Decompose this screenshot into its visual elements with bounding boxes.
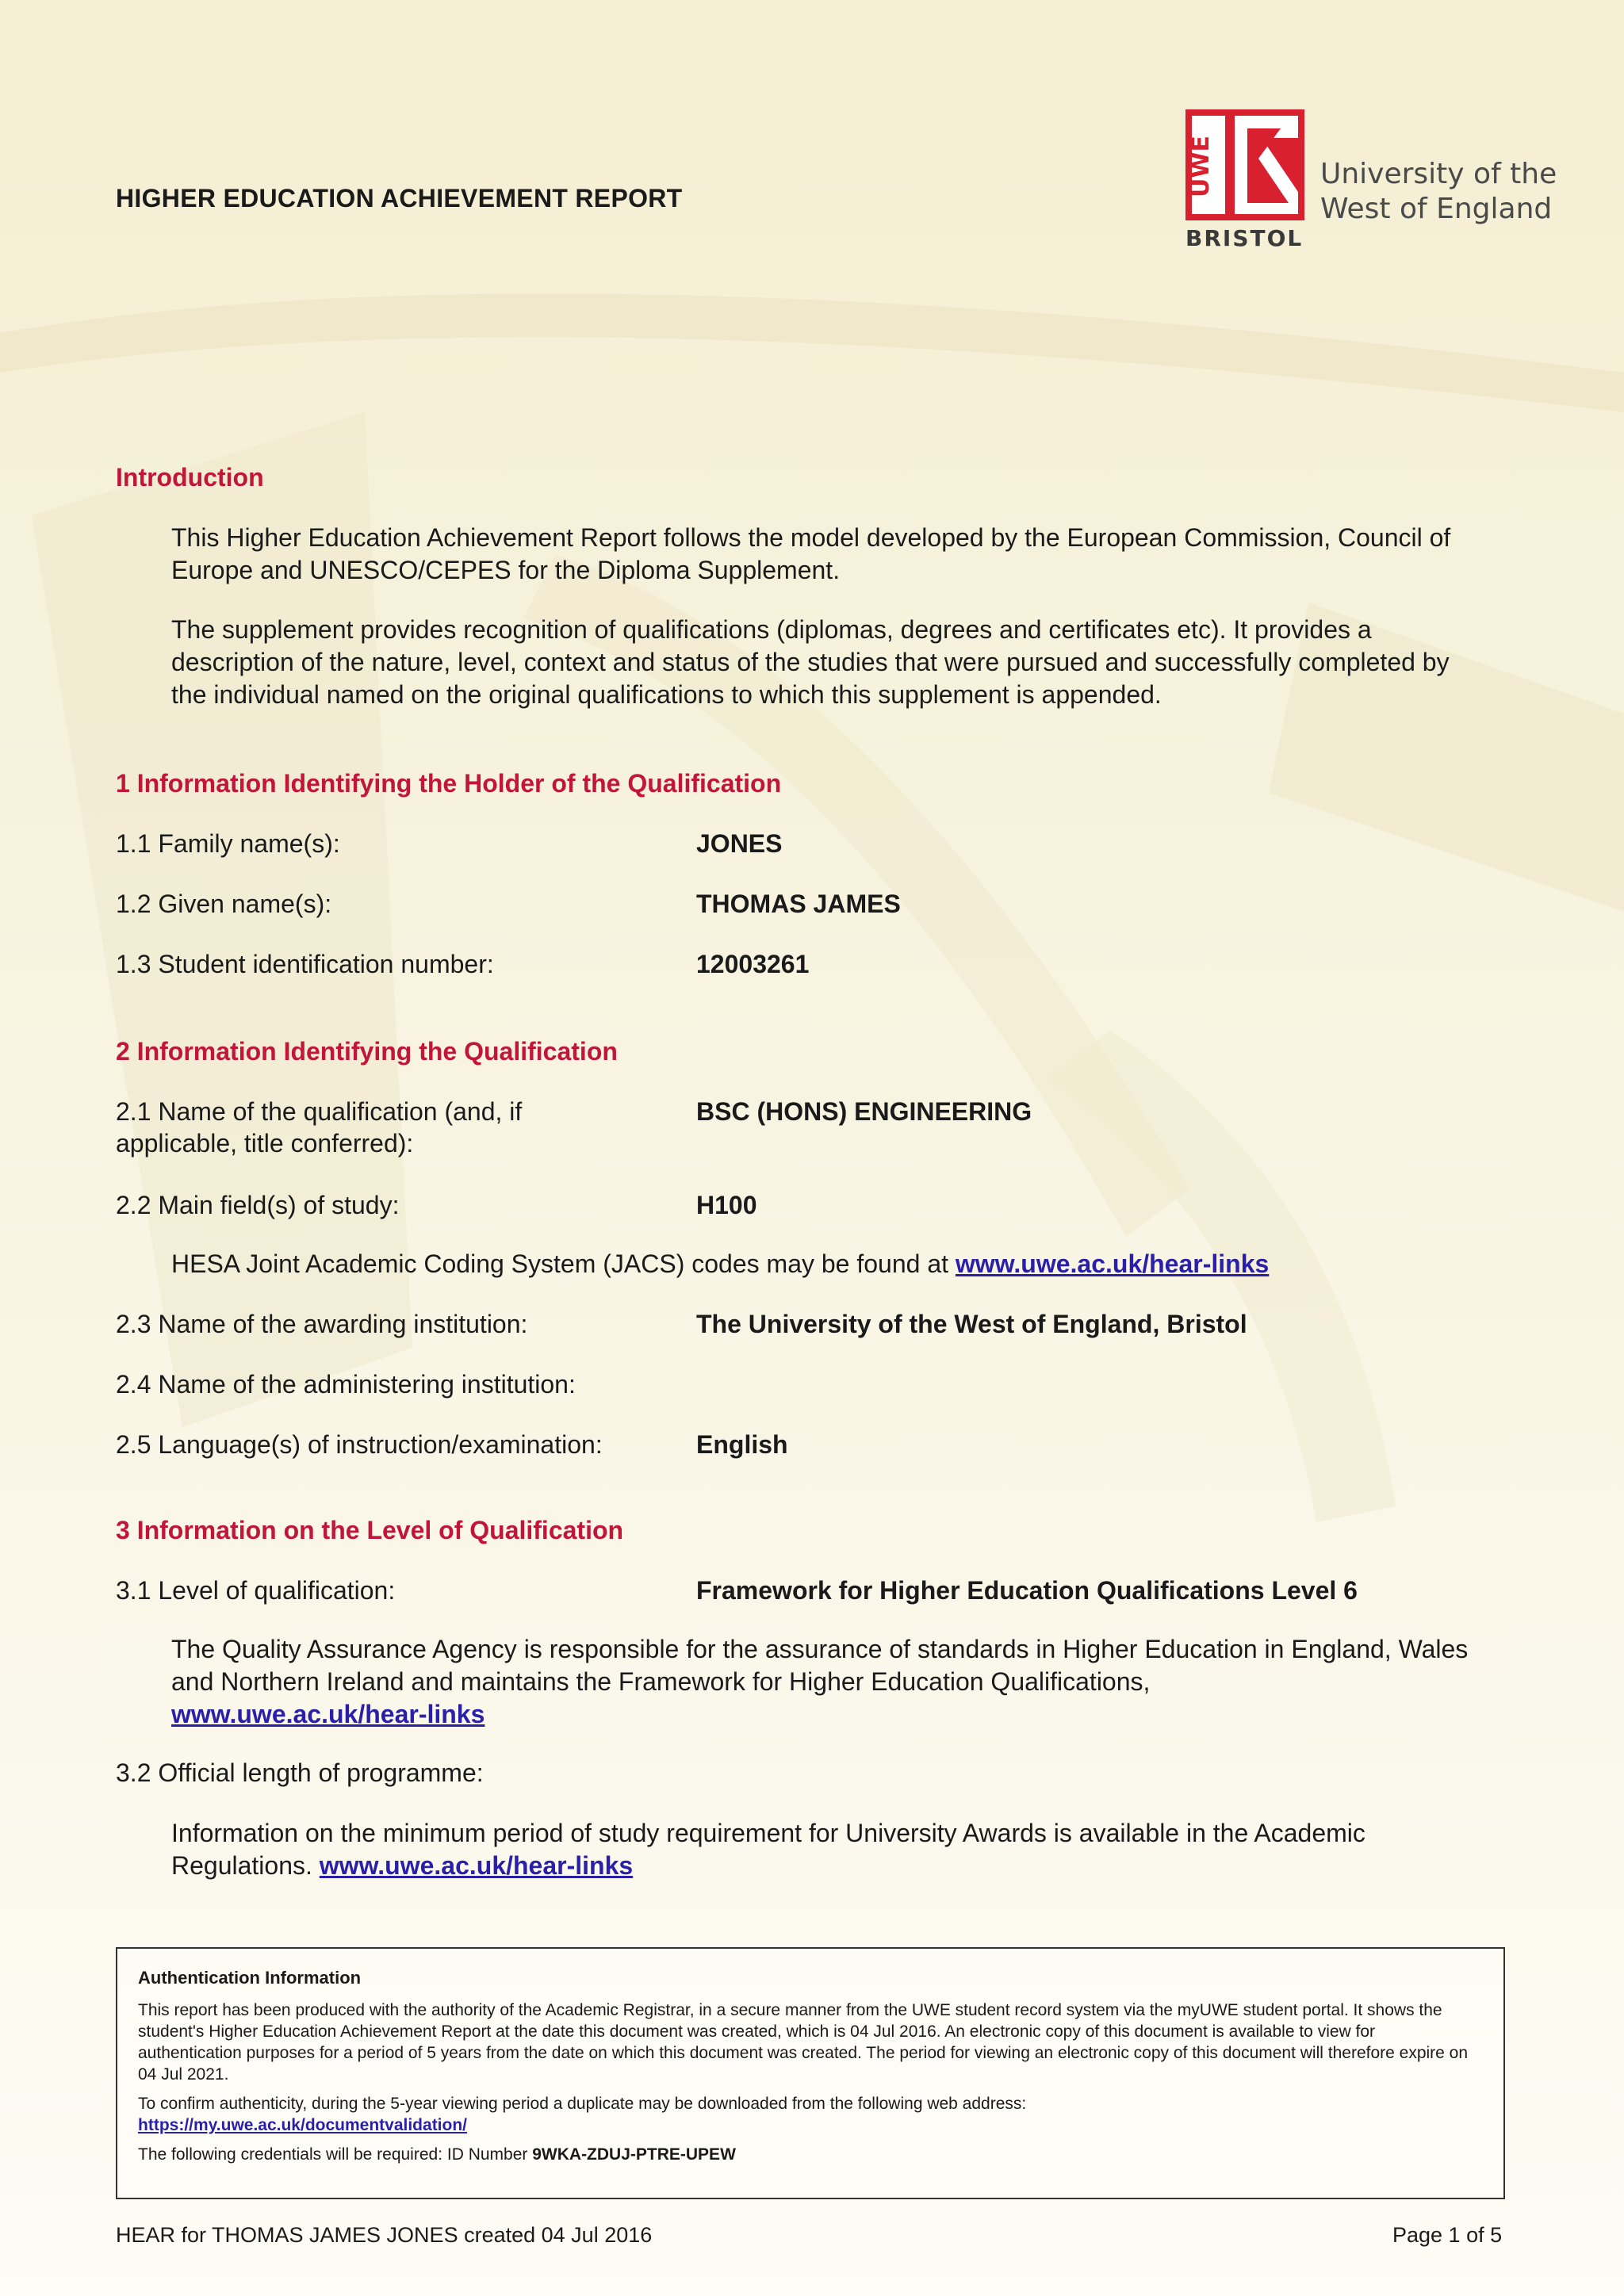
level-value: Framework for Higher Education Qualifications Level 6 (696, 1576, 1358, 1605)
jacs-link[interactable]: www.uwe.ac.uk/hear-links (955, 1249, 1270, 1278)
qualification-name-label: 2.1 Name of the qualification (and, if applicable, title conferred): (116, 1097, 523, 1158)
programme-length-text: Information on the minimum period of study requirement for University Awards is available in the Academic Regulations. (171, 1819, 1365, 1880)
authentication-title: Authentication Information (138, 1968, 362, 1988)
footer-document-info: HEAR for THOMAS JAMES JONES created 04 Jul 2016 (116, 2223, 653, 2247)
section3-heading: 3 Information on the Level of Qualification (116, 1516, 624, 1544)
jacs-paragraph (171, 1248, 1480, 1280)
university-logo (1185, 109, 1624, 252)
authentication-box (116, 1947, 1505, 2199)
qaa-paragraph (171, 1633, 1480, 1731)
credentials-text: The following credentials will be required: ID Number (138, 2145, 533, 2164)
qaa-text: The Quality Assurance Agency is responsible for the assurance of standards in Higher Education in England, Wales and Northern Ireland and maintains the Framework for Higher Education Qualifications, (171, 1635, 1469, 1696)
student-id-value: 12003261 (696, 950, 810, 978)
report-title: HIGHER EDUCATION ACHIEVEMENT REPORT (116, 184, 683, 212)
field-of-study-label: 2.2 Main field(s) of study: (116, 1191, 400, 1219)
introduction-heading: Introduction (116, 463, 264, 492)
introduction-paragraph-2: The supplement provides recognition of qualifications (diplomas, degrees and certificates etc). It provides a description of the nature, level, context and status of the studies that were pursued and successfully completed by the individual named on the original qualifications to which this supplement is appended. (171, 615, 1450, 709)
field-of-study-value: H100 (696, 1191, 757, 1219)
jacs-text: HESA Joint Academic Coding System (JACS) codes may be found at (171, 1249, 956, 1278)
credentials-id: 9WKA-ZDUJ-PTRE-UPEW (532, 2145, 736, 2164)
awarding-institution-value: The University of the West of England, Bristol (696, 1310, 1247, 1338)
uwe-logo-mark-text: UWE (1187, 136, 1215, 197)
logo-name-line2: West of England (1320, 193, 1553, 225)
qaa-link[interactable]: www.uwe.ac.uk/hear-links (171, 1700, 485, 1728)
student-id-label: 1.3 Student identification number: (116, 950, 494, 978)
uwe-logo-mark-icon (1185, 109, 1304, 220)
given-name-label: 1.2 Given name(s): (116, 890, 332, 918)
programme-length-label: 3.2 Official length of programme: (116, 1758, 484, 1787)
language-label: 2.5 Language(s) of instruction/examination: (116, 1430, 603, 1459)
logo-city: BRISTOL (1185, 225, 1304, 251)
programme-length-link[interactable]: www.uwe.ac.uk/hear-links (319, 1851, 634, 1880)
authentication-paragraph-2 (138, 2093, 1483, 2136)
authentication-credentials (138, 2144, 1483, 2165)
language-value: English (696, 1430, 788, 1459)
family-name-label: 1.1 Family name(s): (116, 829, 340, 858)
awarding-institution-label: 2.3 Name of the awarding institution: (116, 1310, 528, 1338)
logo-name-line1: University of the (1320, 158, 1557, 190)
document-validation-link[interactable]: https://my.uwe.ac.uk/documentvalidation/ (138, 2116, 468, 2134)
section2-heading: 2 Information Identifying the Qualification (116, 1037, 618, 1066)
administering-institution-label: 2.4 Name of the administering institution: (116, 1370, 576, 1399)
introduction-paragraph-1: This Higher Education Achievement Report follows the model developed by the European Commission, Council of Europe and UNESCO/CEPES for the Diploma Supplement. (171, 523, 1451, 584)
given-name-value: THOMAS JAMES (696, 890, 901, 918)
qualification-name-value: BSC (HONS) ENGINEERING (696, 1097, 1032, 1126)
level-label: 3.1 Level of qualification: (116, 1576, 396, 1605)
section1-heading: 1 Information Identifying the Holder of the Qualification (116, 769, 782, 798)
footer-page-number: Page 1 of 5 (1392, 2223, 1503, 2247)
family-name-value: JONES (696, 829, 783, 858)
programme-length-paragraph (171, 1817, 1440, 1882)
authentication-paragraph-1: This report has been produced with the authority of the Academic Registrar, in a secure manner from the UWE student record system via the myUWE student portal. It shows the student's Higher Education Achievement Report at the date this document was created, which is 04 Jul 2016. An electronic copy of this document is available to view for authentication purposes for a period of 5 years from the date on which this document was created. The period for viewing an electronic copy of this document will therefore expire on 04 Jul 2021. (138, 2001, 1469, 2084)
authentication-instructions: To confirm authenticity, during the 5-year viewing period a duplicate may be downloaded from the following web address: (138, 2095, 1027, 2113)
